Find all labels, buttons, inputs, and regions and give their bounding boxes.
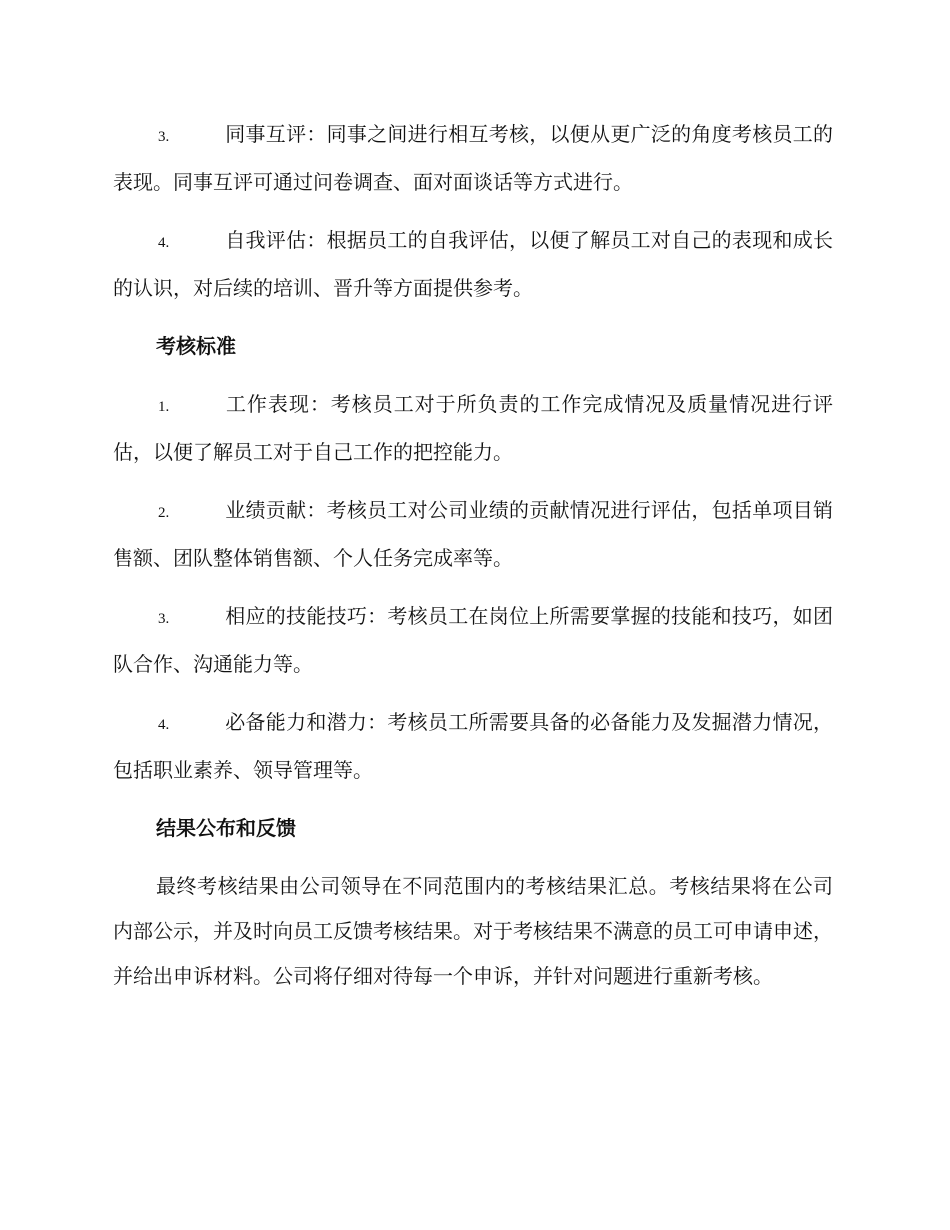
list-item-text: 自我评估：根据员工的自我评估，以便了解员工对自己的表现和成长的认识，对后续的培训、晋升等方面提供参考。 (113, 228, 833, 300)
list-item-abilities-potential (113, 700, 833, 793)
document-body (113, 112, 833, 999)
list-number: 2. (158, 505, 170, 521)
section-heading-assessment-criteria: 考核标准 (156, 334, 236, 358)
list-item-text: 业绩贡献：考核员工对公司业绩的贡献情况进行评估，包括单项目销售额、团队整体销售额、个人任务完成率等。 (113, 498, 833, 570)
list-item-self-assessment (113, 218, 833, 311)
list-item-peer-review (113, 112, 833, 205)
results-paragraph: 最终考核结果由公司领导在不同范围内的考核结果汇总。考核结果将在公司内部公示，并及时向员工反馈考核结果。对于考核结果不满意的员工可申请申述，并给出申诉材料。公司将仔细对待每一个申诉，并针对问题进行重新考核。 (113, 874, 833, 988)
list-number: 1. (158, 399, 170, 415)
list-item-text: 相应的技能技巧：考核员工在岗位上所需要掌握的技能和技巧，如团队合作、沟通能力等。 (113, 604, 833, 676)
list-item-text: 工作表现：考核员工对于所负责的工作完成情况及质量情况进行评估，以便了解员工对于自己工作的把控能力。 (113, 392, 833, 464)
list-number: 4. (158, 717, 170, 733)
list-number: 3. (158, 129, 170, 145)
list-item-text: 必备能力和潜力：考核员工所需要具备的必备能力及发掘潜力情况，包括职业素养、领导管理等。 (113, 710, 833, 782)
list-item-performance-contribution (113, 488, 833, 581)
list-number: 4. (158, 235, 170, 251)
section-heading-results-feedback: 结果公布和反馈 (156, 816, 296, 840)
list-number: 3. (158, 611, 170, 627)
list-item-text: 同事互评：同事之间进行相互考核，以便从更广泛的角度考核员工的表现。同事互评可通过问卷调查、面对面谈话等方式进行。 (113, 122, 833, 194)
list-item-work-performance (113, 382, 833, 475)
list-item-skills (113, 594, 833, 687)
